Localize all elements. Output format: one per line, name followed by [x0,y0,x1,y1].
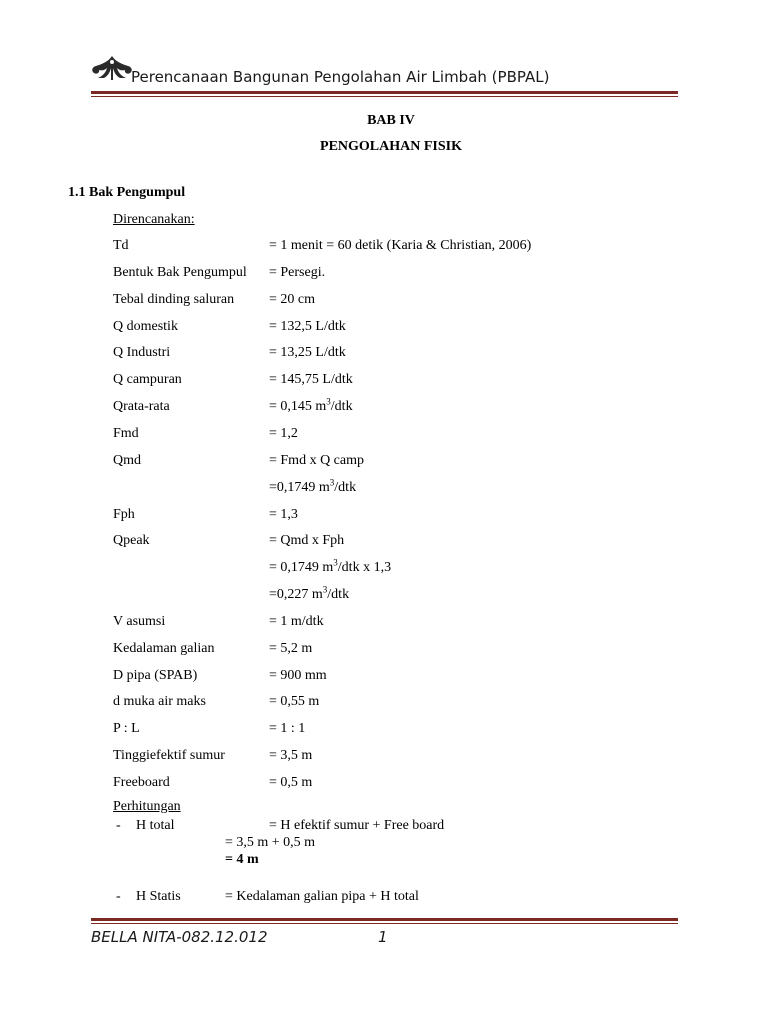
section-title: 1.1 Bak Pengumpul [68,185,186,200]
parameter-value: = 145,75 L/dtk [269,372,353,387]
parameter-value: = Persegi. [269,265,326,280]
parameter-label: Freeboard [113,775,170,790]
value-text: = 0,145 m [269,399,327,414]
parameter-label: Q domestik [113,319,178,334]
h-statis-formula: = Kedalaman galian pipa + H total [225,889,419,904]
parameter-label: Qpeak [113,533,150,548]
parameter-value [269,477,357,496]
header-divider [91,91,678,94]
planned-label: Direncanakan: [113,212,195,227]
value-unit: /dtk [334,480,357,495]
parameter-value: = 1 m/dtk [269,614,324,629]
parameter-label: d muka air maks [113,694,206,709]
h-statis-label: H Statis [136,889,181,904]
h-total-formula: = H efektif sumur + Free board [269,818,445,833]
value-text: = 0,1749 m [269,560,334,575]
calculation-label: Perhitungan [113,799,181,814]
footer-divider [91,918,678,921]
chapter-number: BAB IV [367,113,415,128]
parameter-value: = 1,2 [269,426,298,441]
superscript: 3 [326,396,331,407]
parameter-value: = 0,55 m [269,694,320,709]
parameter-label: P : L [113,721,140,736]
parameter-label: Q campuran [113,372,182,387]
value-unit: /dtk [330,399,353,414]
parameter-label: Kedalaman galian [113,641,215,656]
h-total-result: = 4 m [225,852,259,867]
parameter-value: = 1 menit = 60 detik (Karia & Christian, 2006) [269,238,532,253]
parameter-label: Qrata-rata [113,399,170,414]
parameter-value [269,584,350,603]
parameter-value: = 1 : 1 [269,721,306,736]
parameter-label: Q Industri [113,345,171,360]
chapter-title: PENGOLAHAN FISIK [320,139,462,154]
value-text: =0,227 m [269,587,323,602]
footer-author: BELLA NITA-082.12.012 [91,928,268,946]
h-total-label: H total [136,818,175,833]
header-divider-thin [91,96,678,97]
parameter-label: Qmd [113,453,141,468]
parameter-value [269,396,353,415]
parameter-label: Bentuk Bak Pengumpul [113,265,247,280]
parameter-label: Tinggiefektif sumur [113,748,225,763]
value-text: =0,1749 m [269,480,330,495]
footer-divider-thin [91,923,678,924]
value-unit: /dtk x 1,3 [337,560,392,575]
value-unit: /dtk [327,587,350,602]
list-bullet: - [116,889,121,904]
parameter-label: Fph [113,507,135,522]
superscript: 3 [322,584,328,595]
parameter-label: Td [113,238,129,253]
university-emblem-icon [90,54,134,84]
h-total-substitution: = 3,5 m + 0,5 m [225,835,316,850]
superscript: 3 [329,477,335,488]
document-header-title: Perencanaan Bangunan Pengolahan Air Limbah (PBPAL) [131,68,550,86]
superscript: 3 [333,557,338,568]
parameter-value: = 20 cm [269,292,315,307]
parameter-value: = 900 mm [269,668,327,683]
parameter-value: = Fmd x Q camp [269,453,364,468]
parameter-label: Tebal dinding saluran [113,292,235,307]
parameter-value [269,557,392,576]
page-number: 1 [378,928,388,946]
parameter-value: = 13,25 L/dtk [269,345,346,360]
parameter-label: Fmd [113,426,139,441]
parameter-value: = 3,5 m [269,748,313,763]
parameter-value: = 0,5 m [269,775,313,790]
parameter-label: V asumsi [113,614,166,629]
list-bullet: - [116,818,121,833]
parameter-value: = Qmd x Fph [269,533,345,548]
parameter-value: = 1,3 [269,507,298,522]
parameter-value: = 132,5 L/dtk [269,319,346,334]
parameter-value: = 5,2 m [269,641,313,656]
parameter-label: D pipa (SPAB) [113,668,198,683]
